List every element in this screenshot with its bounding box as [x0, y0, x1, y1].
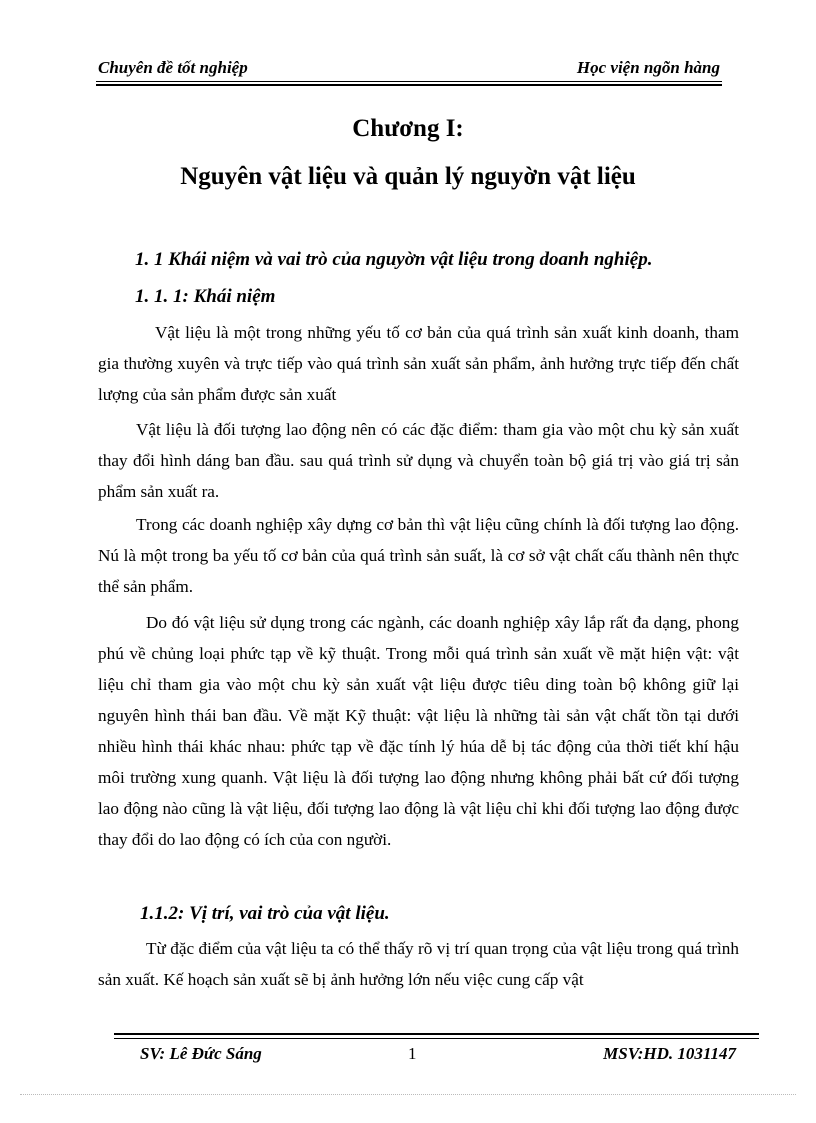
paragraph-3: Trong các doanh nghiệp xây dựng cơ bản thì vật liệu cũng chính là đối tượng lao động. Nú là một trong ba yếu tố cơ bản của quá trình sản suất, là cơ sở vật chất cấu thành nên thực thể sản phẩm.	[98, 515, 739, 596]
header-rule-thick	[96, 84, 722, 86]
header-rule	[96, 81, 722, 82]
section-heading-1: 1. 1 Khái niệm và vai trò của nguyờn vật liệu trong doanh nghiệp.	[135, 249, 653, 270]
paragraph-2: Vật liệu là đối tượng lao động nên có các đặc điểm: tham gia vào một chu kỳ sản xuất thay đổi hình dáng ban đầu. sau quá trình sử dụng và chuyển toàn bộ giá trị vào giá trị sản phẩm sản xuất ra.	[98, 420, 739, 501]
header-title-left: Chuyên đề tốt nghiệp	[98, 58, 248, 77]
header-title-right: Học viện ngõn hàng	[576, 58, 720, 77]
footer-rule-thick	[114, 1033, 759, 1035]
footer-rule	[114, 1038, 759, 1039]
section-heading-1-2: 1.1.2: Vị trí, vai trò của vật liệu.	[140, 903, 390, 924]
paragraph-1: Vật liệu là một trong những yếu tố cơ bản của quá trình sản xuất kinh doanh, tham gia thường xuyên và trực tiếp vào quá trình sản xuất sản phẩm, ảnh hưởng trực tiếp đến chất lượng của sản phẩm được sản xuất	[98, 323, 739, 404]
chapter-subtitle: Nguyên vật liệu và quản lý nguyờn vật liệu	[180, 163, 636, 190]
paragraph-5: Từ đặc điểm của vật liệu ta có thể thấy rõ vị trí quan trọng của vật liệu trong quá trình sản xuất. Kế hoạch sản xuất sẽ bị ảnh hưởng lớn nếu việc cung cấp vật	[98, 939, 739, 989]
chapter-title: Chương I:	[352, 115, 464, 142]
footer-student-name: SV: Lê Đức Sáng	[140, 1044, 262, 1063]
page-number: 1	[408, 1044, 417, 1063]
page-edge-dotted-line	[20, 1094, 796, 1095]
section-heading-1-1: 1. 1. 1: Khái niệm	[135, 286, 276, 307]
paragraph-4: Do đó vật liệu sử dụng trong các ngành, các doanh nghiệp xây lắp rất đa dạng, phong phú về chủng loại phức tạp về kỹ thuật. Trong mỗi quá trình sản xuất về mặt hiện vật: vật liệu chỉ tham gia vào một chu kỳ sản xuất vật liệu được tiêu ding toàn bộ không giữ lại nguyên hình thái ban đầu. Về mặt Kỹ thuật: vật liệu là những tài sản vật chất tồn tại dưới nhiều hình thái khác nhau: phức tạp về đặc tính lý húa dễ bị tác động của thời tiết khí hậu môi trường xung quanh. Vật liệu là đối tượng lao động nhưng không phải bất cứ đối tượng lao động nào cũng là vật liệu, đối tượng lao động là vật liệu chỉ khi đối tượng lao động được thay đổi do lao động có ích của con người.	[98, 613, 739, 849]
footer-student-id: MSV:HD. 1031147	[603, 1044, 736, 1063]
